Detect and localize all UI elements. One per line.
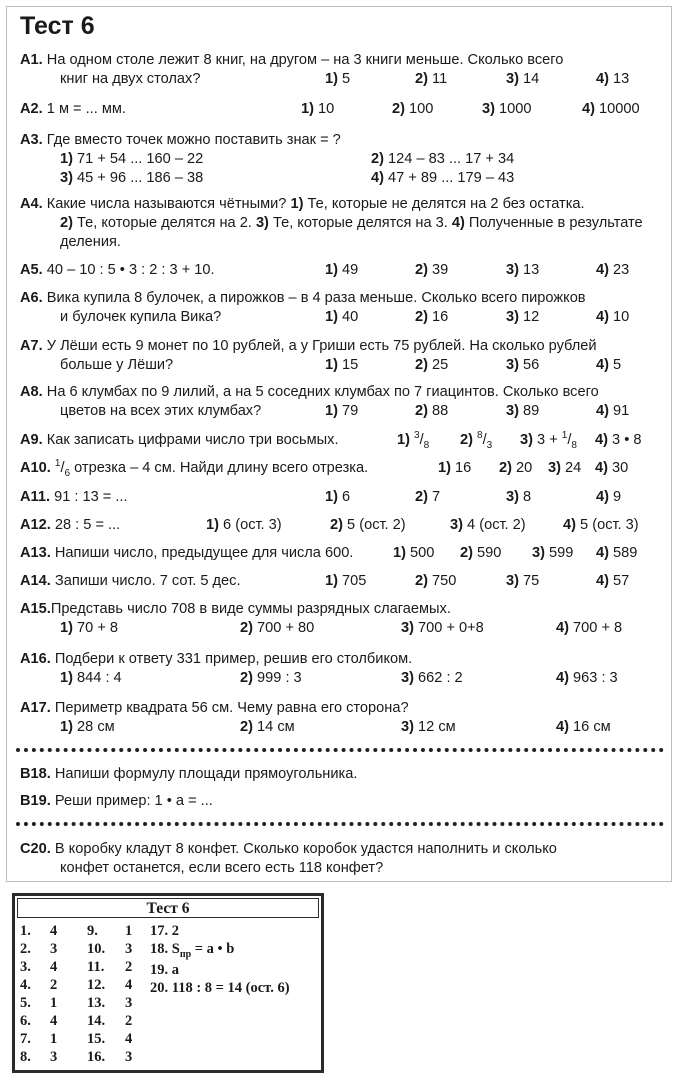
question-a4	[20, 195, 665, 252]
option-2: 2) 124 – 83 ... 17 + 34	[371, 151, 515, 167]
option-4: 4) 23	[596, 262, 630, 278]
question-number: В19.	[20, 793, 51, 809]
option-3: 3) 56	[506, 357, 540, 373]
question-text: Периметр квадрата 56 см. Чему равна его сторона?	[54, 700, 409, 716]
question-number: А7.	[20, 338, 43, 354]
question-c20	[20, 840, 665, 878]
question-a6	[20, 289, 665, 327]
option-2: 2) 11	[415, 71, 448, 87]
question-text: Представь число 708 в виде суммы разрядных слагаемых.	[50, 601, 451, 617]
question-number: С20.	[20, 841, 51, 857]
question-number: А5.	[20, 262, 43, 278]
option-2: 2) 16	[415, 309, 449, 325]
question-text: В коробку кладут 8 конфет. Сколько коробок удастся наполнить и сколько	[54, 841, 557, 857]
question-number: В18.	[20, 766, 51, 782]
question-text: 1 м = ... мм.	[46, 101, 126, 117]
question-a7	[20, 337, 665, 375]
question-text-cont: и булочек купила Вика?	[60, 309, 222, 325]
fraction-numerator: 1	[54, 458, 61, 470]
option-2: 2) 590	[460, 545, 502, 561]
option-2: 2) 7	[415, 489, 441, 505]
question-number: А14.	[20, 573, 51, 589]
question-text: Вика купила 8 булочек, а пирожков – в 4 раза меньше. Сколько всего пирожков	[46, 290, 586, 306]
option-4: 4) 13	[596, 71, 630, 87]
option-4: 4) 57	[596, 573, 630, 589]
option-3: 3) 4 (ост. 2)	[450, 517, 526, 533]
option-1: 1) 6 (ост. 3)	[206, 517, 282, 533]
option-3: 3) 12 см	[401, 719, 456, 735]
question-number: А6.	[20, 290, 43, 306]
question-a3	[20, 131, 665, 188]
option-4: 4) 700 + 8	[556, 620, 623, 636]
option-1: 1) $^3/_8$	[397, 430, 430, 451]
option-3: 3) 1000	[482, 101, 532, 117]
option-3-text: Те, которые делятся на 3.	[272, 215, 448, 231]
question-number: А16.	[20, 651, 51, 667]
question-text: 28 : 5 = ...	[54, 517, 121, 533]
option-2: 2) 100	[392, 101, 434, 117]
option-1: 1) 28 см	[60, 719, 115, 735]
section-divider	[16, 822, 664, 826]
option-3: 3) 13	[506, 262, 540, 278]
option-4: 4) 963 : 3	[556, 670, 618, 686]
option-2: 2) 5 (ост. 2)	[330, 517, 406, 533]
option-4-text: Полученные в результате деления.	[60, 215, 643, 250]
question-text: Как записать цифрами число три восьмых.	[46, 432, 339, 448]
question-text: Подбери к ответу 331 пример, решив его столбиком.	[54, 651, 413, 667]
answer-key	[12, 893, 324, 1073]
question-text-cont: больше у Лёши?	[60, 357, 174, 373]
option-4: 4) 30	[595, 460, 629, 476]
question-a13	[20, 544, 665, 563]
question-text: 91 : 13 = ...	[54, 489, 128, 505]
question-text: 40 – 10 : 5 • 3 : 2 : 3 + 10.	[46, 262, 215, 278]
question-number: А13.	[20, 545, 51, 561]
option-4: 4) 3 • 8	[595, 432, 642, 448]
option-1: 1) 49	[325, 262, 359, 278]
option-3: 3) 24	[548, 460, 582, 476]
question-text-cont: цветов на всех этих клумбах?	[60, 403, 262, 419]
question-text: Запиши число. 7 сот. 5 дес.	[54, 573, 241, 589]
question-text: Где вместо точек можно поставить знак = ?	[46, 132, 341, 148]
option-4: 4) 91	[596, 403, 630, 419]
answer-key-title: Тест 6	[17, 898, 319, 918]
option-2: 2) 20	[499, 460, 533, 476]
option-1: 1) 6	[325, 489, 351, 505]
section-divider	[16, 748, 664, 752]
question-a15	[20, 600, 665, 638]
option-4: 4) 9	[596, 489, 622, 505]
question-number: А12.	[20, 517, 51, 533]
option-3: 3) 8	[506, 489, 532, 505]
option-2-text: Те, которые делятся на 2.	[77, 215, 252, 231]
option-1: 1) 16	[438, 460, 472, 476]
option-4: 4) 16 см	[556, 719, 611, 735]
option-3: 3) 75	[506, 573, 540, 589]
question-text-cont: книг на двух столах?	[60, 71, 201, 87]
question-number: А2.	[20, 101, 43, 117]
question-text: Напиши число, предыдущее для числа 600.	[54, 545, 354, 561]
question-number: А8.	[20, 384, 43, 400]
option-1: 1) 705	[325, 573, 367, 589]
page-title: Тест 6	[20, 12, 95, 40]
option-1: 1) 10	[301, 101, 335, 117]
question-text: Реши пример: 1 • а = ...	[54, 793, 213, 809]
question-a8	[20, 383, 665, 421]
option-2: 2) 25	[415, 357, 449, 373]
question-text: На одном столе лежит 8 книг, на другом – на 3 книги меньше. Сколько всего	[46, 52, 564, 68]
option-1-label: 1)	[290, 196, 304, 212]
option-1: 1) 79	[325, 403, 359, 419]
answer-key-column-3: 17. 2 18. $S_{пр} = a$ • b 19. a 20. 118 : 8 = 14 (ост. 6)	[150, 923, 290, 996]
option-4: 4) 10000	[582, 101, 640, 117]
question-number: А9.	[20, 432, 43, 448]
question-text-cont: конфет останется, если всего есть 118 конфет?	[60, 860, 384, 876]
option-2: 2) 88	[415, 403, 449, 419]
question-a5	[20, 261, 665, 280]
option-2: 2) 750	[415, 573, 457, 589]
question-number: А10.	[20, 460, 51, 476]
option-3: 3) 89	[506, 403, 540, 419]
question-a9	[20, 431, 665, 450]
option-1: 1) 844 : 4	[60, 670, 122, 686]
option-3: 3) 14	[506, 71, 540, 87]
fraction-denominator: 6	[64, 467, 71, 479]
answer-key-column-2: 9. 1 10. 3 11. 2 12. 4 13. 3 14. 2 15. 4 16. 3	[87, 923, 133, 1065]
option-2: 2) 999 : 3	[240, 670, 302, 686]
question-b18	[20, 765, 665, 784]
question-text: Какие числа называются чётными?	[46, 196, 287, 212]
option-1: 1) 500	[393, 545, 435, 561]
option-2: 2) 14 см	[240, 719, 295, 735]
option-1: 1) 15	[325, 357, 359, 373]
option-3: 3) 599	[532, 545, 574, 561]
question-number: А3.	[20, 132, 43, 148]
question-number: А4.	[20, 196, 43, 212]
option-2: 2) 700 + 80	[240, 620, 315, 636]
option-3: 3) 45 + 96 ... 186 – 38	[60, 170, 204, 186]
option-1: 1) 70 + 8	[60, 620, 119, 636]
option-3: 3) 662 : 2	[401, 670, 463, 686]
question-a10: А10. $^1/_6$ отрезка – 4 см. Найди длину всего отрезка. 1) 16 2) 20 3) 24 4) 30	[20, 458, 629, 479]
option-1: 1) 71 + 54 ... 160 – 22	[60, 151, 204, 167]
question-number: А15.	[20, 601, 51, 617]
question-a17	[20, 699, 665, 737]
question-text: Напиши формулу площади прямоугольника.	[54, 766, 358, 782]
question-a16	[20, 650, 665, 688]
option-4: 4) 47 + 89 ... 179 – 43	[371, 170, 515, 186]
option-3: 3) 12	[506, 309, 540, 325]
option-1: 1) 5	[325, 71, 351, 87]
question-b19	[20, 792, 665, 811]
question-text: отрезка – 4 см. Найди длину всего отрезка.	[70, 460, 369, 476]
question-number: А17.	[20, 700, 51, 716]
question-a1	[20, 51, 665, 89]
option-1-text: Те, которые не делятся на 2 без остатка.	[307, 196, 585, 212]
option-1: 1) 40	[325, 309, 359, 325]
option-4: 4) 5 (ост. 3)	[563, 517, 639, 533]
question-a14	[20, 572, 665, 591]
option-3: 3) 700 + 0+8	[401, 620, 484, 636]
question-number: А1.	[20, 52, 43, 68]
option-4: 4) 589	[596, 545, 638, 561]
answer-key-column-1: 1. 4 2. 3 3. 4 4. 2 5. 1 6. 4 7. 1 8. 3	[20, 923, 58, 1065]
question-text: У Лёши есть 9 монет по 10 рублей, а у Гриши есть 75 рублей. На сколько рублей	[46, 338, 597, 354]
option-2: 2) 39	[415, 262, 449, 278]
question-a11	[20, 488, 665, 507]
question-a4-options: 2) Те, которые делятся на 2. 3) Те, которые делятся на 3. 4) Полученные в результате деления.	[60, 215, 643, 250]
question-a2	[20, 100, 665, 119]
option-4: 4) 10	[596, 309, 630, 325]
option-2: 2) $^8/_3$	[460, 430, 493, 451]
option-3: 3) $3 + ^1/_8$	[520, 430, 577, 451]
question-a12	[20, 516, 665, 535]
question-text: На 6 клумбах по 9 лилий, а на 5 соседних клумбах по 7 гиацинтов. Сколько всего	[46, 384, 599, 400]
question-number: А11.	[20, 489, 51, 505]
option-4: 4) 5	[596, 357, 622, 373]
